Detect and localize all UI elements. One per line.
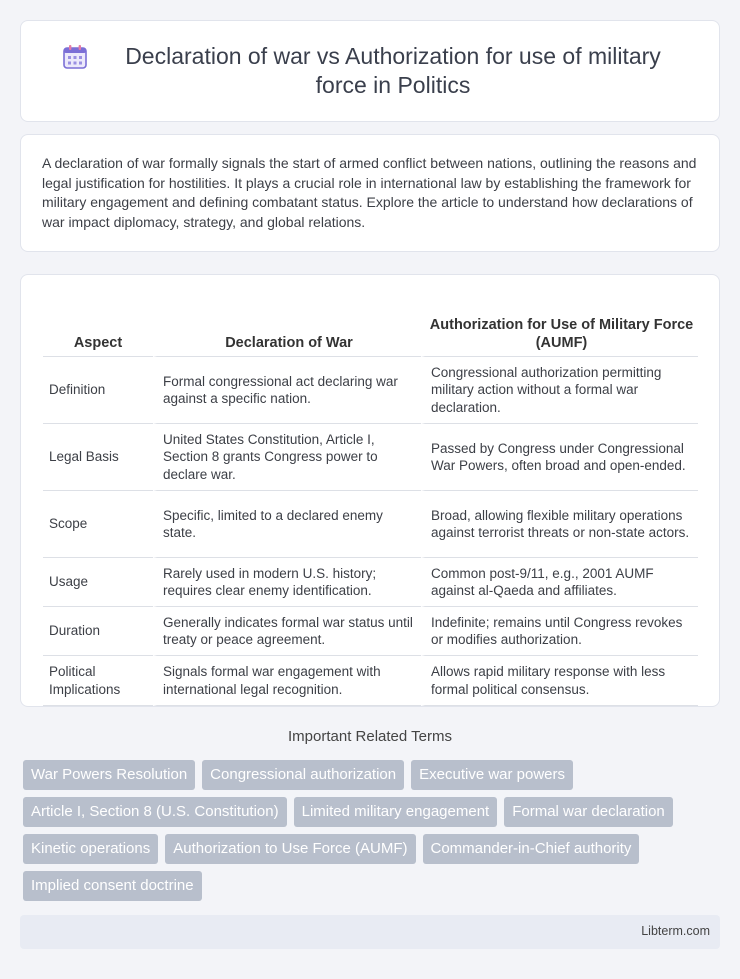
row-declaration: Rarely used in modern U.S. history; requires clear enemy identification.: [153, 558, 421, 607]
table-row: [43, 491, 698, 558]
row-aumf: Congressional authorization permitting military action without a formal war declaration.: [421, 357, 698, 424]
related-term-tag[interactable]: Commander-in-Chief authority: [423, 834, 640, 864]
comparison-table: [43, 295, 698, 706]
intro-card: [20, 134, 720, 252]
row-aumf: Indefinite; remains until Congress revokes or modifies authorization.: [421, 607, 698, 656]
row-aumf: Passed by Congress under Congressional War Powers, often broad and open-ended.: [421, 424, 698, 491]
header-aspect: Aspect: [43, 295, 153, 357]
related-term-tag[interactable]: Congressional authorization: [202, 760, 404, 790]
row-declaration: Generally indicates formal war status until treaty or peace agreement.: [153, 607, 421, 656]
row-aspect: Usage: [43, 558, 153, 607]
footer: [20, 915, 720, 949]
row-aspect: Scope: [43, 491, 153, 558]
related-term-tag[interactable]: Limited military engagement: [294, 797, 498, 827]
row-declaration: Specific, limited to a declared enemy state.: [153, 491, 421, 558]
related-term-tag[interactable]: Kinetic operations: [23, 834, 158, 864]
row-declaration: Formal congressional act declaring war against a specific nation.: [153, 357, 421, 424]
table-row: [43, 424, 698, 491]
row-aumf: Broad, allowing flexible military operations against terrorist threats or non-state actors.: [421, 491, 698, 558]
title-card: [20, 20, 720, 122]
related-term-tag[interactable]: Article I, Section 8 (U.S. Constitution): [23, 797, 287, 827]
row-declaration: United States Constitution, Article I, Section 8 grants Congress power to declare war.: [153, 424, 421, 491]
table-row: [43, 558, 698, 607]
related-term-tag[interactable]: War Powers Resolution: [23, 760, 195, 790]
related-terms-heading: Important Related Terms: [288, 728, 452, 745]
header-declaration: Declaration of War: [153, 295, 421, 357]
intro-paragraph: A declaration of war formally signals the start of armed conflict between nations, outlining the reasons and legal justification for hostilities. It plays a crucial role in international law by establishing the framework for military engagement and defining combatant status. Explore the article to understand how declarations of war impact diplomacy, strategy, and global relations.: [42, 155, 697, 230]
comparison-card: [20, 274, 720, 707]
related-term-tag[interactable]: Implied consent doctrine: [23, 871, 202, 901]
header-aumf: Authorization for Use of Military Force (AUMF): [421, 295, 698, 357]
table-row: [43, 656, 698, 706]
page-title: Declaration of war vs Authorization for use of military force in Politics: [125, 43, 661, 98]
row-aspect: Legal Basis: [43, 424, 153, 491]
footer-brand-link[interactable]: Libterm.com: [641, 924, 710, 938]
related-term-tag[interactable]: Formal war declaration: [504, 797, 673, 827]
table-header-row: [43, 295, 698, 357]
row-aspect: Political Implications: [43, 656, 153, 706]
calendar-grid-icon: [61, 43, 89, 71]
row-aumf: Allows rapid military response with less formal political consensus.: [421, 656, 698, 706]
related-term-tag[interactable]: Authorization to Use Force (AUMF): [165, 834, 415, 864]
related-terms-list: [23, 760, 723, 901]
related-term-tag[interactable]: Executive war powers: [411, 760, 573, 790]
row-aspect: Duration: [43, 607, 153, 656]
row-aspect: Definition: [43, 357, 153, 424]
row-declaration: Signals formal war engagement with international legal recognition.: [153, 656, 421, 706]
table-row: [43, 607, 698, 656]
row-aumf: Common post-9/11, e.g., 2001 AUMF against al-Qaeda and affiliates.: [421, 558, 698, 607]
table-row: [43, 357, 698, 424]
